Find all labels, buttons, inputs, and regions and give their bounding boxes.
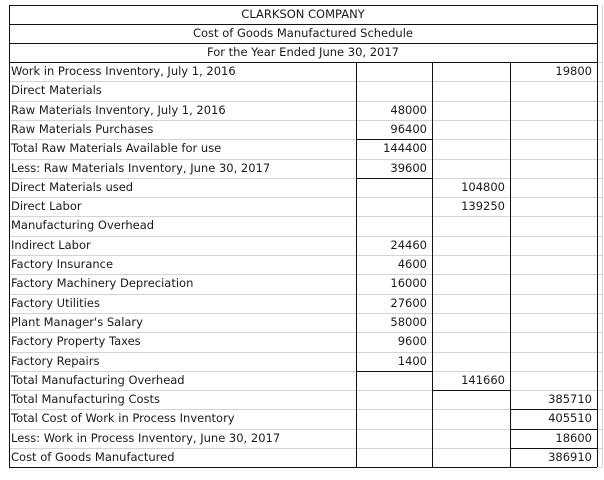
border-line (9, 5, 10, 467)
row-label[interactable]: Plant Manager's Salary (11, 315, 143, 329)
amount-cell[interactable]: 104800 (461, 180, 505, 194)
row-label[interactable]: Total Manufacturing Costs (11, 392, 161, 406)
row-label[interactable]: Factory Repairs (11, 354, 100, 368)
row-label[interactable]: Raw Materials Inventory, July 1, 2016 (11, 103, 226, 117)
amount-cell[interactable]: 1400 (397, 354, 427, 368)
company-name-cell[interactable]: CLARKSON COMPANY (241, 7, 365, 21)
row-label[interactable]: Total Manufacturing Overhead (11, 373, 185, 387)
amount-cell[interactable]: 58000 (390, 315, 427, 329)
subtotal-rule (356, 371, 432, 372)
amount-cell[interactable]: 48000 (390, 103, 427, 117)
amount-cell[interactable]: 18600 (555, 431, 592, 445)
row-label[interactable]: Direct Materials (11, 83, 102, 97)
amount-cell[interactable]: 144400 (383, 141, 427, 155)
amount-cell[interactable]: 405510 (548, 411, 592, 425)
gridline-horizontal (9, 236, 602, 237)
row-label[interactable]: Less: Raw Materials Inventory, June 30, 2017 (11, 161, 271, 175)
border-line (9, 24, 597, 25)
gridline-horizontal (9, 197, 602, 198)
row-label[interactable]: Total Cost of Work in Process Inventory (11, 411, 235, 425)
row-label[interactable]: Work in Process Inventory, July 1, 2016 (11, 64, 236, 78)
row-label[interactable]: Direct Labor (11, 199, 82, 213)
subtotal-rule (432, 390, 510, 391)
border-line (597, 62, 598, 467)
amount-cell[interactable]: 141660 (461, 373, 505, 387)
amount-cell[interactable]: 96400 (390, 122, 427, 136)
row-label[interactable]: Total Raw Materials Available for use (11, 141, 222, 155)
row-label[interactable]: Less: Work in Process Inventory, June 30, 2017 (11, 431, 281, 445)
gridline-vertical (602, 5, 603, 467)
row-label[interactable]: Direct Materials used (11, 180, 134, 194)
row-label[interactable]: Factory Insurance (11, 257, 114, 271)
border-line (597, 5, 598, 62)
amount-cell[interactable]: 4600 (397, 257, 427, 271)
schedule-title-cell[interactable]: Cost of Goods Manufactured Schedule (192, 26, 413, 40)
row-label[interactable]: Factory Property Taxes (11, 334, 141, 348)
amount-cell[interactable]: 386910 (548, 450, 592, 464)
amount-cell[interactable]: 385710 (548, 392, 592, 406)
row-label[interactable]: Factory Machinery Depreciation (11, 276, 194, 290)
row-label[interactable]: Indirect Labor (11, 238, 91, 252)
border-line (9, 5, 597, 6)
row-label[interactable]: Cost of Goods Manufactured (11, 450, 175, 464)
row-label[interactable]: Manufacturing Overhead (11, 218, 155, 232)
subtotal-rule (510, 467, 597, 468)
amount-cell[interactable]: 139250 (461, 199, 505, 213)
row-label[interactable]: Raw Materials Purchases (11, 122, 154, 136)
period-cell[interactable]: For the Year Ended June 30, 2017 (207, 45, 399, 59)
border-line (9, 467, 597, 468)
subtotal-rule (356, 178, 432, 179)
amount-cell[interactable]: 19800 (555, 64, 592, 78)
amount-cell[interactable]: 27600 (390, 296, 427, 310)
border-line (9, 43, 597, 44)
border-line (432, 62, 433, 467)
amount-cell[interactable]: 39600 (390, 161, 427, 175)
row-label[interactable]: Factory Utilities (11, 296, 100, 310)
amount-cell[interactable]: 16000 (390, 276, 427, 290)
amount-cell[interactable]: 9600 (397, 334, 427, 348)
amount-cell[interactable]: 24460 (390, 238, 427, 252)
